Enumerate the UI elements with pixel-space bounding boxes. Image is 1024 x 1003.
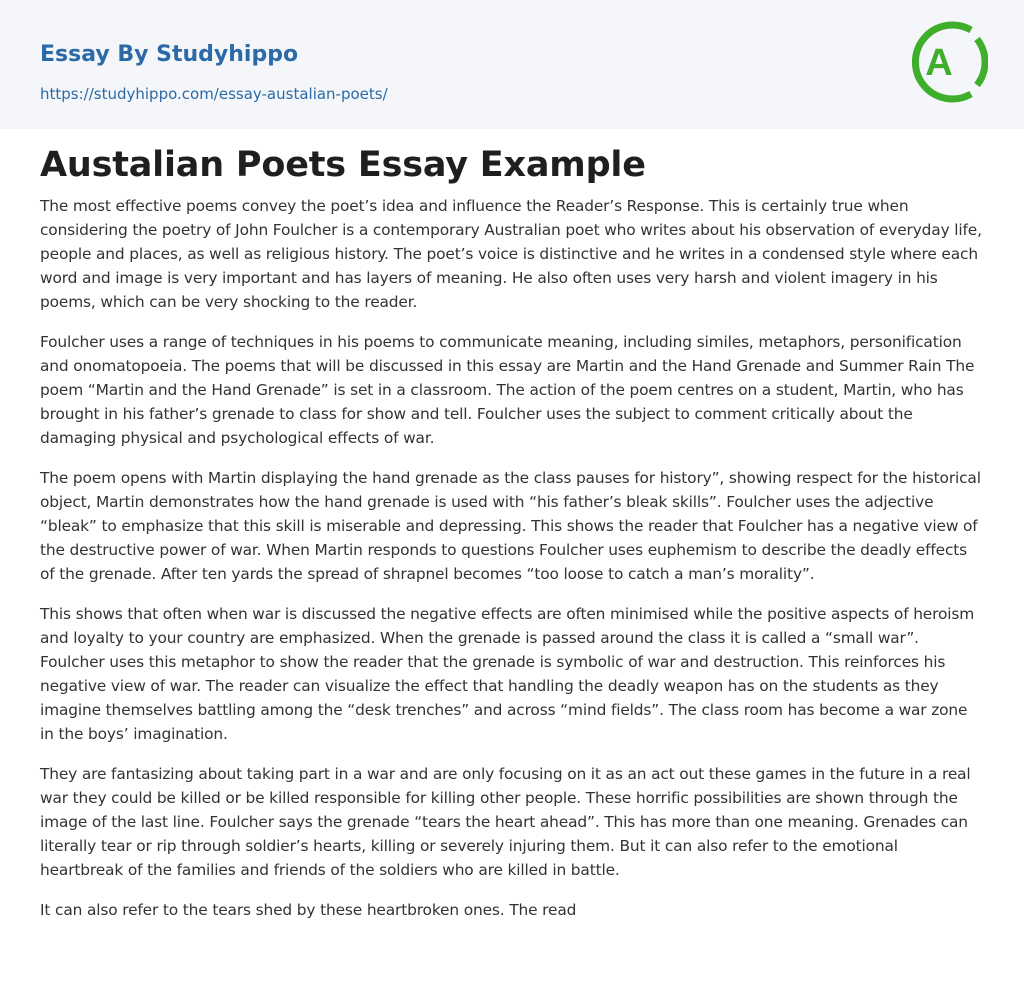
essay-paragraph: The most effective poems convey the poet’s idea and influence the Reader’s Response. This is certainly true when considering the poetry of John Foulcher is a contemporary Australian poet who writes about his observation of everyday life, people and places, as well as religious history. The poet’s voice is distinctive and he writes in a condensed style where each word and image is very important and has layers of meaning. He also often uses very harsh and violent imagery in his poems, which can be very shocking to the reader. (40, 197, 982, 311)
site-title[interactable]: Essay By Studyhippo (40, 42, 299, 67)
logo-letter: A (925, 42, 953, 84)
essay-paragraph: This shows that often when war is discussed the negative effects are often minimised while the positive aspects of heroism and loyalty to your country are emphasized. When the grenade is passed around the class it is called a “small war”. Foulcher uses this metaphor to show the reader that the grenade is symbolic of war and destruction. This reinforces his negative view of war. The reader can visualize the effect that handling the deadly weapon has on the students as they imagine themselves battling among the “desk trenches” and across “mind fields”. The class room has become a war zone in the boys’ imagination. (40, 605, 975, 743)
studyhippo-logo-icon[interactable] (912, 19, 988, 105)
essay-body (40, 194, 984, 938)
essay-paragraph: It can also refer to the tears shed by these heartbroken ones. The read (40, 901, 577, 919)
essay-title: Austalian Poets Essay Example (40, 145, 646, 185)
page-url-link[interactable]: https://studyhippo.com/essay-austalian-poets/ (40, 85, 388, 103)
essay-paragraph: Foulcher uses a range of techniques in his poems to communicate meaning, including similes, metaphors, personification and onomatopoeia. The poems that will be discussed in this essay are Martin and the Hand Grenade and Summer Rain The poem “Martin and the Hand Grenade” is set in a classroom. The action of the poem centres on a student, Martin, who has brought in his father’s grenade to class for show and tell. Foulcher uses the subject to comment critically about the damaging physical and psychological effects of war. (40, 333, 975, 447)
essay-paragraph: The poem opens with Martin displaying the hand grenade as the class pauses for history”, showing respect for the historical object, Martin demonstrates how the hand grenade is used with “his father’s bleak skills”. Foulcher uses the adjective “bleak” to emphasize that this skill is miserable and depressing. This shows the reader that Foulcher has a negative view of the destructive power of war. When Martin responds to questions Foulcher uses euphemism to describe the deadly effects of the grenade. After ten yards the spread of shrapnel becomes “too loose to catch a man’s morality”. (40, 469, 981, 583)
essay-paragraph: They are fantasizing about taking part in a war and are only focusing on it as an act out these games in the future in a real war they could be killed or be killed responsible for killing other people. These horrific possibilities are shown through the image of the last line. Foulcher says the grenade “tears the heart ahead”. This has more than one meaning. Grenades can literally tear or rip through soldier’s hearts, killing or severely injuring them. But it can also refer to the emotional heartbreak of the families and friends of the soldiers who are killed in battle. (40, 765, 971, 879)
